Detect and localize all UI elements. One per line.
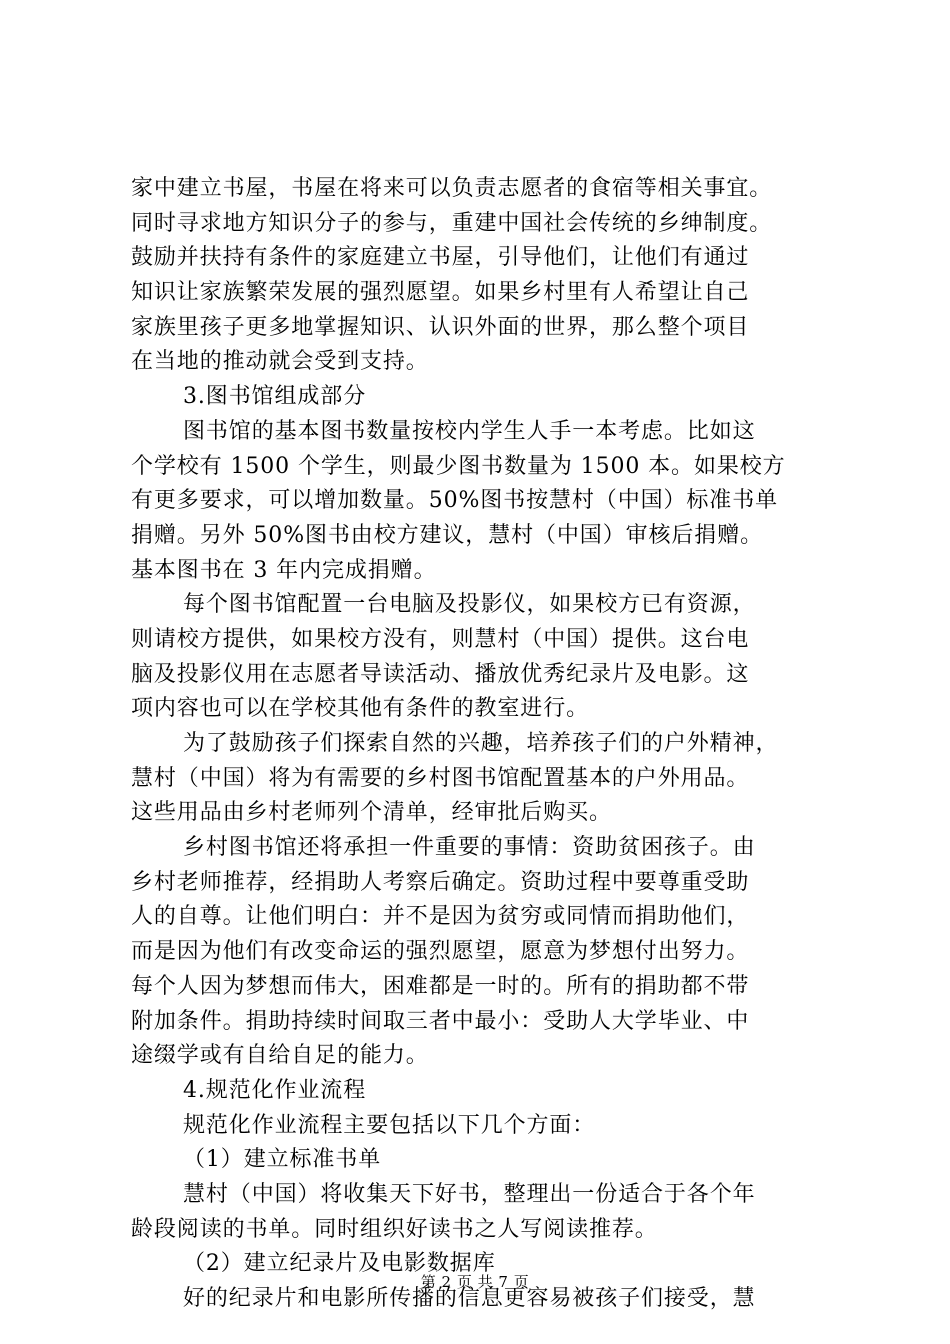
text-line: 乡村图书馆还将承担一件重要的事情：资助贫困孩子。由 [183,835,756,861]
text-line: 脑及投影仪用在志愿者导读活动、播放优秀纪录片及电影。这 [131,661,750,687]
text-line: 慧村（中国）将收集天下好书，整理出一份适合于各个年 [183,1181,756,1207]
text-line: 则请校方提供，如果校方没有，则慧村（中国）提供。这台电 [131,626,750,652]
text-line: 项内容也可以在学校其他有条件的教室进行。 [131,696,590,722]
text-line: 人的自尊。让他们明白：并不是因为贫穷或同情而捐助他们， [131,904,750,930]
text-line: 这些用品由乡村老师列个清单，经审批后购买。 [131,800,612,826]
text-line: 个学校有 1500 个学生，则最少图书数量为 1500 本。如果校方 [131,453,786,479]
text-line: 途缀学或有自给自足的能力。 [131,1043,429,1069]
text-line: 基本图书在 3 年内完成捐赠。 [131,557,437,583]
text-line: 3.图书馆组成部分 [183,384,367,410]
text-line: 每个图书馆配置一台电脑及投影仪，如果校方已有资源， [183,592,756,618]
page-footer: 第 2 页 共 7 页 [420,1273,530,1291]
text-line: 好的纪录片和电影所传播的信息更容易被孩子们接受，慧 [183,1286,756,1311]
text-line: 同时寻求地方知识分子的参与，重建中国社会传统的乡绅制度。 [131,210,773,236]
text-line: 龄段阅读的书单。同时组织好读书之人写阅读推荐。 [131,1216,658,1242]
text-line: 附加条件。捐助持续时间取三者中最小：受助人大学毕业、中 [131,1008,750,1034]
text-line: 慧村（中国）将为有需要的乡村图书馆配置基本的户外用品。 [131,765,750,791]
document-body [131,172,831,1317]
text-line: 家族里孩子更多地掌握知识、认识外面的世界，那么整个项目 [131,314,750,340]
text-line: 4.规范化作业流程 [183,1077,367,1103]
text-line: 在当地的推动就会受到支持。 [131,349,429,375]
text-line: 有更多要求，可以增加数量。50%图书按慧村（中国）标准书单 [131,488,779,514]
text-line: 每个人因为梦想而伟大，困难都是一时的。所有的捐助都不带 [131,973,750,999]
text-line: 乡村老师推荐，经捐助人考察后确定。资助过程中要尊重受助 [131,869,750,895]
text-line: 家中建立书屋，书屋在将来可以负责志愿者的食宿等相关事宜。 [131,176,773,201]
text-line: 规范化作业流程主要包括以下几个方面： [183,1112,596,1138]
text-line: （1）建立标准书单 [183,1147,382,1173]
text-line: （2）建立纪录片及电影数据库 [183,1251,496,1277]
text-line: 知识让家族繁荣发展的强烈愿望。如果乡村里有人希望让自己 [131,280,750,306]
text-line: 图书馆的基本图书数量按校内学生人手一本考虑。比如这 [183,418,756,444]
text-line: 鼓励并扶持有条件的家庭建立书屋，引导他们，让他们有通过 [131,245,750,271]
text-line: 捐赠。另外 50%图书由校方建议，慧村（中国）审核后捐赠。 [131,522,763,548]
text-line: 而是因为他们有改变命运的强烈愿望，愿意为梦想付出努力。 [131,939,750,965]
text-line: 为了鼓励孩子们探索自然的兴趣，培养孩子们的户外精神， [183,731,779,756]
